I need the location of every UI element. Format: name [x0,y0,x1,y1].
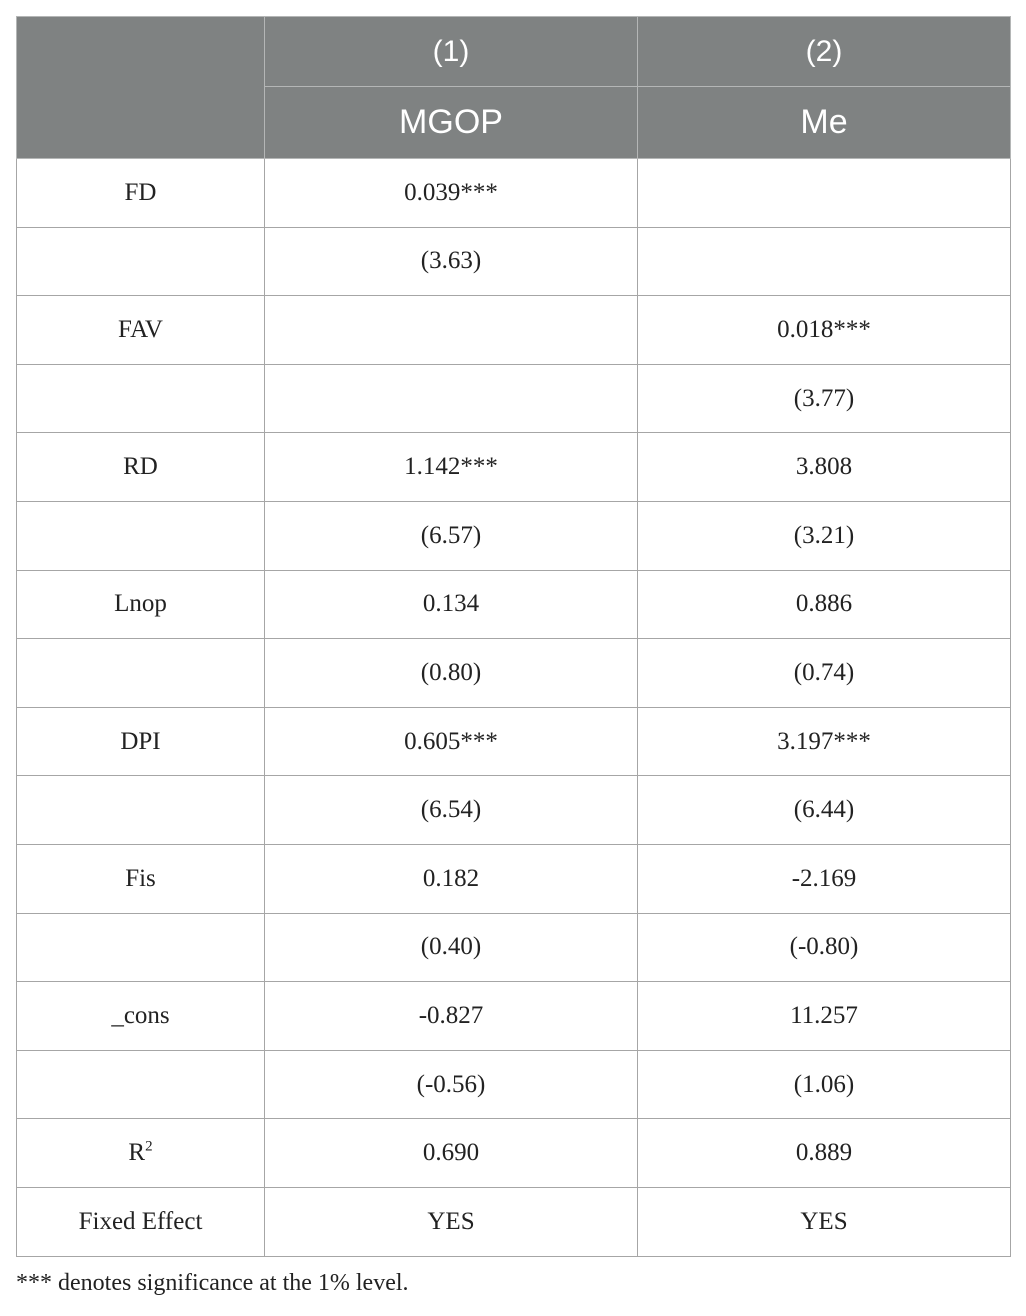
row-label-r-squared [17,1119,265,1188]
table-row [17,1119,1011,1188]
r-squared-superscript: 2 [145,1138,153,1155]
header-stub-cell [17,17,265,159]
cell-col1: 0.605*** [265,707,638,776]
row-label: FD [17,159,265,228]
cell-col1: (3.63) [265,227,638,296]
header-col2-name: Me [638,87,1011,159]
row-label [17,227,265,296]
cell-col2 [638,159,1011,228]
row-label: FAV [17,296,265,365]
cell-col1: 0.182 [265,844,638,913]
cell-col1: YES [265,1187,638,1256]
cell-col2: (1.06) [638,1050,1011,1119]
row-label: Lnop [17,570,265,639]
table-row [17,913,1011,982]
cell-col2: (3.77) [638,364,1011,433]
cell-col2: -2.169 [638,844,1011,913]
cell-col2: (0.74) [638,639,1011,708]
table-row [17,296,1011,365]
cell-col1: 0.134 [265,570,638,639]
table-row [17,570,1011,639]
table-body [17,159,1011,1257]
cell-col2: 3.197*** [638,707,1011,776]
table-row [17,639,1011,708]
row-label: Fis [17,844,265,913]
table-row [17,844,1011,913]
cell-col2: 11.257 [638,982,1011,1051]
row-label [17,1050,265,1119]
header-col2-number: (2) [638,17,1011,87]
cell-col2: YES [638,1187,1011,1256]
cell-col2: 3.808 [638,433,1011,502]
table-row [17,501,1011,570]
row-label [17,639,265,708]
cell-col2 [638,227,1011,296]
header-col1-number: (1) [265,17,638,87]
header-col1-name: MGOP [265,87,638,159]
table-row [17,159,1011,228]
cell-col1: (6.54) [265,776,638,845]
cell-col1: (0.80) [265,639,638,708]
cell-col2: (6.44) [638,776,1011,845]
table-footnote: *** denotes significance at the 1% level. [16,1270,409,1296]
table-row [17,707,1011,776]
table-row [17,1050,1011,1119]
cell-col1 [265,296,638,365]
cell-col1: (0.40) [265,913,638,982]
table-header [17,17,1011,159]
row-label: DPI [17,707,265,776]
table-row [17,982,1011,1051]
header-row-numbers [17,17,1011,87]
table-row [17,776,1011,845]
cell-col2: 0.889 [638,1119,1011,1188]
row-label [17,501,265,570]
row-label: _cons [17,982,265,1051]
cell-col1: 0.039*** [265,159,638,228]
row-label [17,364,265,433]
row-label [17,776,265,845]
cell-col2: (3.21) [638,501,1011,570]
r-squared-label: R [128,1139,146,1167]
row-label: RD [17,433,265,502]
cell-col2: 0.886 [638,570,1011,639]
cell-col1: (-0.56) [265,1050,638,1119]
regression-table [16,16,1011,1257]
cell-col2: 0.018*** [638,296,1011,365]
table-row [17,227,1011,296]
cell-col2: (-0.80) [638,913,1011,982]
table-row [17,433,1011,502]
cell-col1: 1.142*** [265,433,638,502]
row-label [17,913,265,982]
row-label: Fixed Effect [17,1187,265,1256]
cell-col1: -0.827 [265,982,638,1051]
cell-col1 [265,364,638,433]
cell-col1: (6.57) [265,501,638,570]
table-row [17,1187,1011,1256]
cell-col1: 0.690 [265,1119,638,1188]
table-row [17,364,1011,433]
